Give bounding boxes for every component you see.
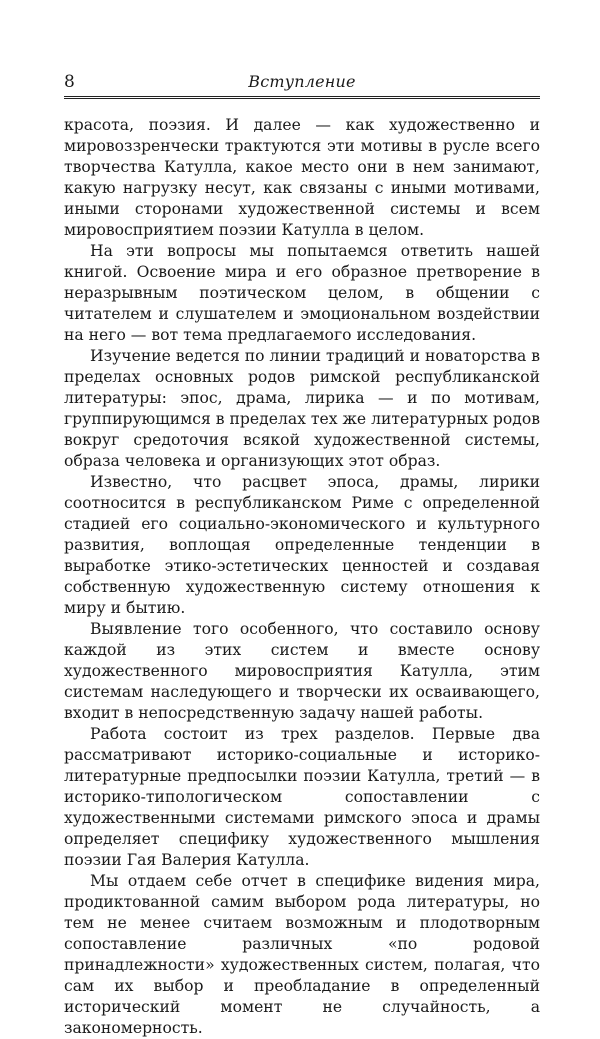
header-rule: [64, 96, 540, 99]
page-number: 8: [64, 72, 75, 92]
paragraph: Изучение ведется по линии традиций и новаторства в пределах основных родов римской республиканской литературы: эпос, драма, лирика — и по мотивам, группирующимся в пределах тех же литературных родов вокруг средоточия всякой художественной системы, образа человека и организующих этот образ.: [64, 347, 541, 470]
paragraph: Известно, что расцвет эпоса, драмы, лирики соотносится в республиканском Риме с определенной стадией его социально-экономического и культурного развития, воплощая определенные тенденции в выработке этико-эстетических ценностей и создавая собственную художественную систему отношения к миру и бытию.: [64, 473, 540, 617]
section-title: Вступление: [248, 72, 356, 91]
running-header: [64, 72, 540, 94]
body-text: [64, 115, 540, 1039]
book-page: [64, 72, 540, 1039]
paragraph: Мы отдаем себе отчет в специфике видения мира, продиктованной самим выбором рода литературы, но тем не менее считаем возможным и плодотворным сопоставление различных «по родовой принадлежности» художественных систем, полагая, что сам их выбор и преобладание в определенный исторический момент не случайность, а закономерность.: [64, 872, 540, 1037]
paragraph-continuation: красота, поэзия. И далее — как художественно и мировоззренчески трактуются эти мотивы в русле всего творчества Катулла, какое место они в нем занимают, какую нагрузку несут, как связаны с иными мотивами, иными сторонами художественной системы и всем мировосприятием поэзии Катулла в целом.: [64, 116, 540, 239]
paragraph: На эти вопросы мы попытаемся ответить нашей книгой. Освоение мира и его образное претворение в неразрывным поэтическом целом, в общении с читателем и слушателем и эмоциональном воздействии на него — вот тема предлагаемого исследования.: [64, 242, 540, 344]
paragraph: Выявление того особенного, что составило основу каждой из этих систем и вместе основу художественного мировосприятия Катулла, этим системам наследующего и творчески их осваивающего, входит в непосредственную задачу нашей работы.: [64, 620, 540, 722]
paragraph: Работа состоит из трех разделов. Первые два рассматривают историко-социальные и историко-литературные предпосылки поэзии Катулла, третий — в историко-типологическом сопоставлении с художественными системами римского эпоса и драмы определяет специфику художественного мышления поэзии Гая Валерия Катулла.: [64, 725, 540, 869]
